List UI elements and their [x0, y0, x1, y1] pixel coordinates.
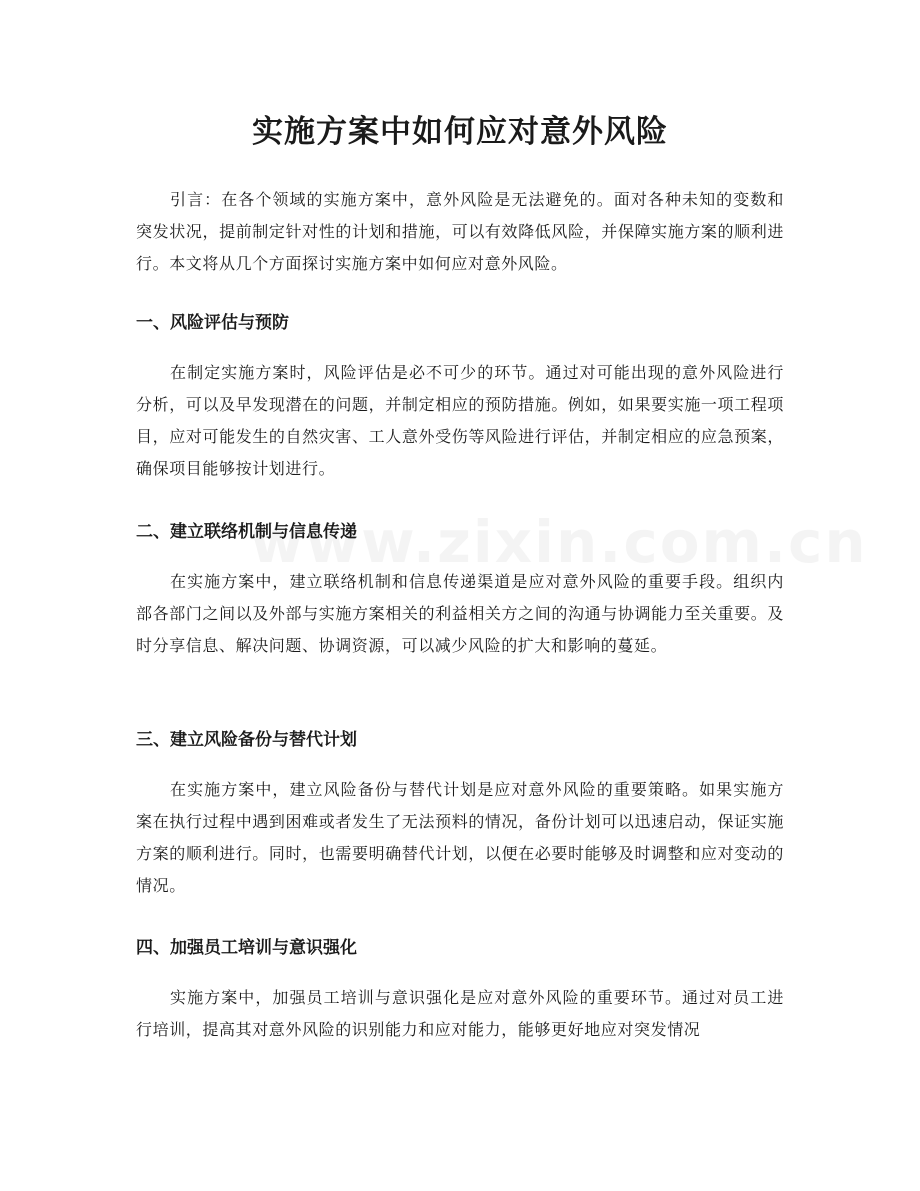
section-1-body: 在制定实施方案时，风险评估是必不可少的环节。通过对可能出现的意外风险进行分析，可以及早发现潜在的问题，并制定相应的预防措施。例如，如果要实施一项工程项目，应对可能发生的自然灾害、工人意外受伤等风险进行评估，并制定相应的应急预案，确保项目能够按计划进行。: [136, 363, 784, 478]
section-3-body: 在实施方案中，建立风险备份与替代计划是应对意外风险的重要策略。如果实施方案在执行过程中遇到困难或者发生了无法预料的情况，备份计划可以迅速启动，保证实施方案的顺利进行。同时，也需要明确替代计划，以便在必要时能够及时调整和应对变动的情况。: [136, 780, 784, 895]
document-title: 实施方案中如何应对意外风险: [252, 114, 668, 150]
section-1-heading: 一、风险评估与预防: [136, 313, 289, 333]
section-4-body: 实施方案中，加强员工培训与意识强化是应对意外风险的重要环节。通过对员工进行培训，提高其对意外风险的识别能力和应对能力，能够更好地应对突发情况: [136, 988, 784, 1039]
section-2-heading: 二、建立联络机制与信息传递: [136, 522, 357, 542]
section-4-heading: 四、加强员工培训与意识强化: [136, 938, 357, 958]
section-3-heading: 三、建立风险备份与替代计划: [136, 730, 357, 750]
intro-paragraph: 引言：在各个领域的实施方案中，意外风险是无法避免的。面对各种未知的变数和突发状况，提前制定针对性的计划和措施，可以有效降低风险，并保障实施方案的顺利进行。本文将从几个方面探讨实施方案中如何应对意外风险。: [136, 190, 784, 273]
section-2-body: 在实施方案中，建立联络机制和信息传递渠道是应对意外风险的重要手段。组织内部各部门之间以及外部与实施方案相关的利益相关方之间的沟通与协调能力至关重要。及时分享信息、解决问题、协调资源，可以减少风险的扩大和影响的蔓延。: [136, 572, 784, 655]
